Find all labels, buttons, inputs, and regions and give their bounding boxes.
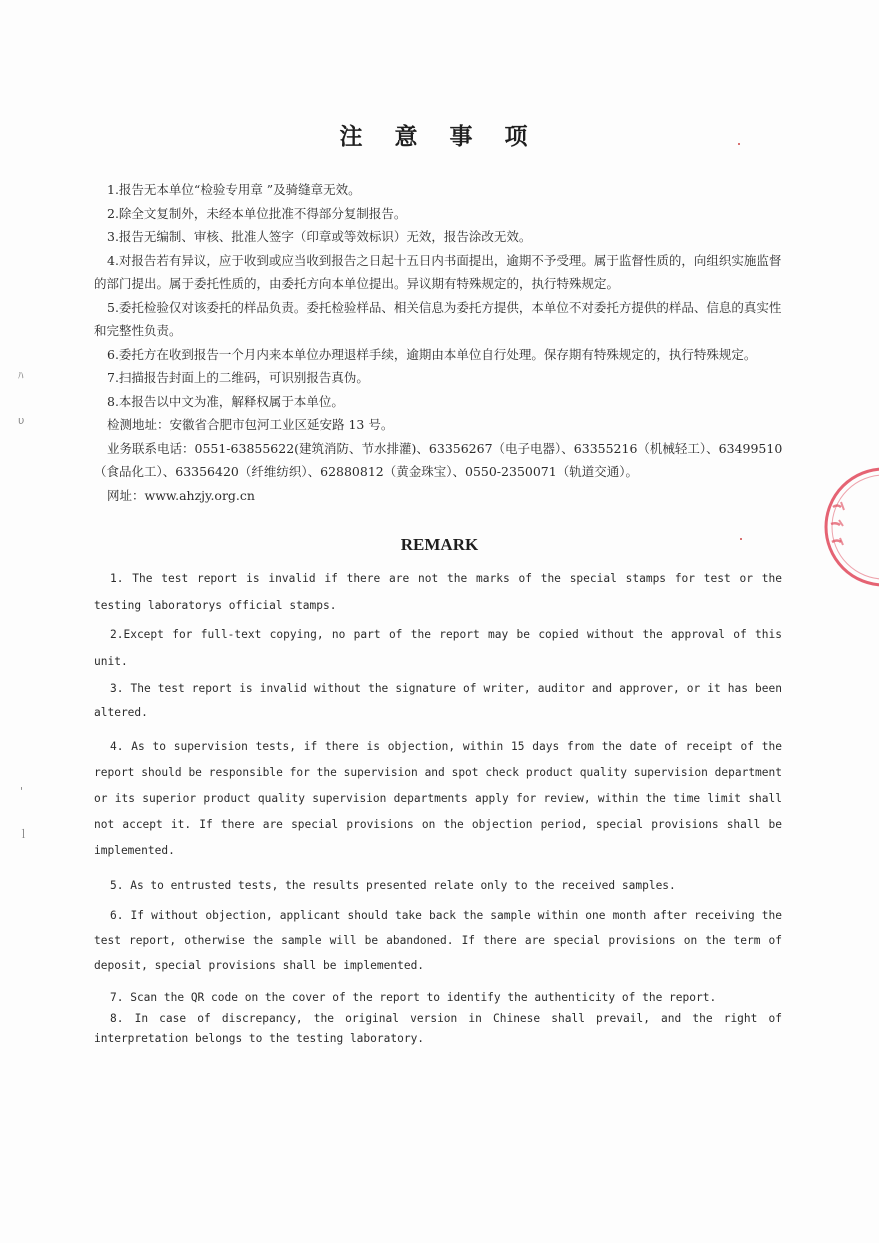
remark-item-5: 5. As to entrusted tests, the results presented relate only to the received samples. (110, 879, 676, 892)
remark-item-7: 7. Scan the QR code on the cover of the report to identify the authenticity of the report. (110, 991, 717, 1004)
notice-item-2: 2.除全文复制外，未经本单位批准不得部分复制报告。 (107, 205, 407, 221)
margin-mark: υ (18, 414, 25, 427)
remark-item-2: 2.Except for full-text copying, no part of the report may be copied without the approval of this unit. (94, 628, 782, 668)
notice-item-3: 3.报告无编制、审核、批准人签字（印章或等效标识）无效，报告涂改无效。 (107, 229, 532, 244)
notice-item-6: 6.委托方在收到报告一个月内来本单位办理退样手续，逾期由本单位自行处理。保存期有特殊规定的，执行特殊规定。 (107, 346, 757, 362)
notice-website: 网址：www.ahzjy.org.cn (107, 487, 255, 503)
remark-list (94, 565, 782, 1049)
margin-mark: ﾊ (18, 369, 24, 382)
notice-list (94, 178, 784, 507)
remark-item-8: 8. In case of discrepancy, the original version in Chinese shall prevail, and the right of interpretation belongs to the testing laboratory. (94, 1012, 782, 1045)
notice-item-7: 7.扫描报告封面上的二维码，可识别报告真伪。 (107, 370, 369, 385)
seal-stamp-icon (809, 462, 879, 592)
speck-dot (738, 143, 740, 145)
notice-item-8: 8.本报告以中文为准，解释权属于本单位。 (107, 393, 344, 409)
remark-title: REMARK (400, 535, 479, 554)
margin-mark: ｌ (18, 828, 29, 841)
remark-item-1: 1. The test report is invalid if there are not the marks of the special stamps for test or the testing laboratorys official stamps. (94, 572, 782, 612)
notice-item-4: 4.对报告若有异议，应于收到或应当收到报告之日起十五日内书面提出，逾期不予受理。属于监督性质的，向组织实施监督的部门提出。属于委托性质的，由委托方向本单位提出。异议期有特殊规定的，执行特殊规定。 (94, 252, 782, 291)
notice-item-1: 1.报告无本单位“检验专用章 ”及骑缝章无效。 (107, 182, 361, 197)
margin-mark: ' (20, 785, 24, 798)
remark-item-6: 6. If without objection, applicant should take back the sample within one month after receiving the test report, otherwise the sample will be abandoned. If there are special provisions on the term of deposit, special provisions shall be implemented. (94, 909, 782, 972)
notice-phones: 业务联系电话：0551-63855622(建筑消防、节水排灌)、63356267（电子电器）、63355216（机械轻工）、63499510（食品化工）、63356420（纤维纺织）、62880812（黄金珠宝）、0550-2350071（轨道交通）。 (94, 440, 783, 479)
remark-item-3: 3. The test report is invalid without the signature of writer, auditor and approver, or it has been altered. (94, 682, 782, 719)
remark-item-4: 4. As to supervision tests, if there is objection, within 15 days from the date of receipt of the report should be responsible for the supervision and spot check product quality supervision department or its superior product quality supervision departments apply for review, within the time limit shall not accept it. If there are special provisions on the objection period, special provisions shall be implemented. (94, 740, 782, 857)
notice-address: 检测地址：安徽省合肥市包河工业区延安路 13 号。 (107, 417, 394, 432)
notice-title: 注 意 事 项 (339, 123, 540, 150)
notice-item-5: 5.委托检验仅对该委托的样品负责。委托检验样品、相关信息为委托方提供，本单位不对委托方提供的样品、信息的真实性和完整性负责。 (94, 299, 782, 338)
speck-dot (740, 538, 742, 540)
